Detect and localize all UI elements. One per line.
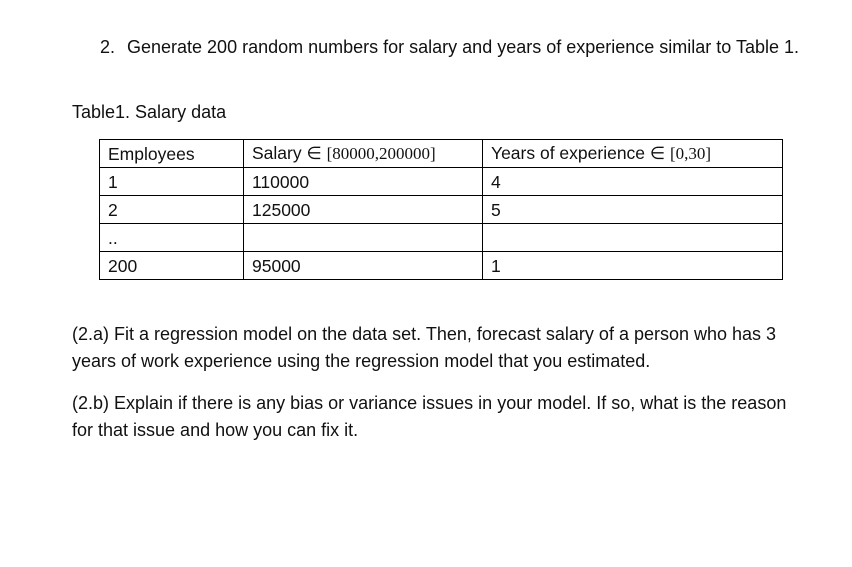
- cell-years: 5: [483, 196, 783, 224]
- table-header-row: [100, 140, 783, 168]
- cell-salary: 95000: [244, 252, 483, 280]
- cell-salary: 125000: [244, 196, 483, 224]
- part-a-text: (2.a) Fit a regression model on the data set. Then, forecast salary of a person who has 3 years of work experience using the regression model that you estimated.: [72, 324, 777, 371]
- question-number: 2.: [100, 37, 116, 57]
- header-years-label: Years of experience ∈: [491, 143, 671, 163]
- header-employees: Employees: [100, 140, 244, 168]
- header-salary-range: [80000,200000]: [326, 144, 436, 163]
- table-row: [100, 252, 783, 280]
- cell-years: 1: [483, 252, 783, 280]
- header-years-range: [0,30]: [670, 144, 712, 163]
- table-row: [100, 168, 783, 196]
- cell-salary: [244, 224, 483, 252]
- cell-years: [483, 224, 783, 252]
- salary-table: [99, 139, 783, 280]
- header-salary-label: Salary ∈: [252, 143, 327, 163]
- question-text: Generate 200 random numbers for salary and years of experience similar to Table 1.: [127, 37, 800, 57]
- cell-employee: 1: [100, 168, 244, 196]
- table-row: [100, 196, 783, 224]
- cell-salary: 110000: [244, 168, 483, 196]
- header-salary: [244, 140, 483, 168]
- table-row: [100, 224, 783, 252]
- table-caption: Table1. Salary data: [72, 102, 227, 122]
- header-years: [483, 140, 783, 168]
- part-b-text: (2.b) Explain if there is any bias or variance issues in your model. If so, what is the reason for that issue and how you can fix it.: [72, 393, 787, 440]
- cell-employee: ..: [100, 224, 244, 252]
- cell-employee: 200: [100, 252, 244, 280]
- cell-employee: 2: [100, 196, 244, 224]
- cell-years: 4: [483, 168, 783, 196]
